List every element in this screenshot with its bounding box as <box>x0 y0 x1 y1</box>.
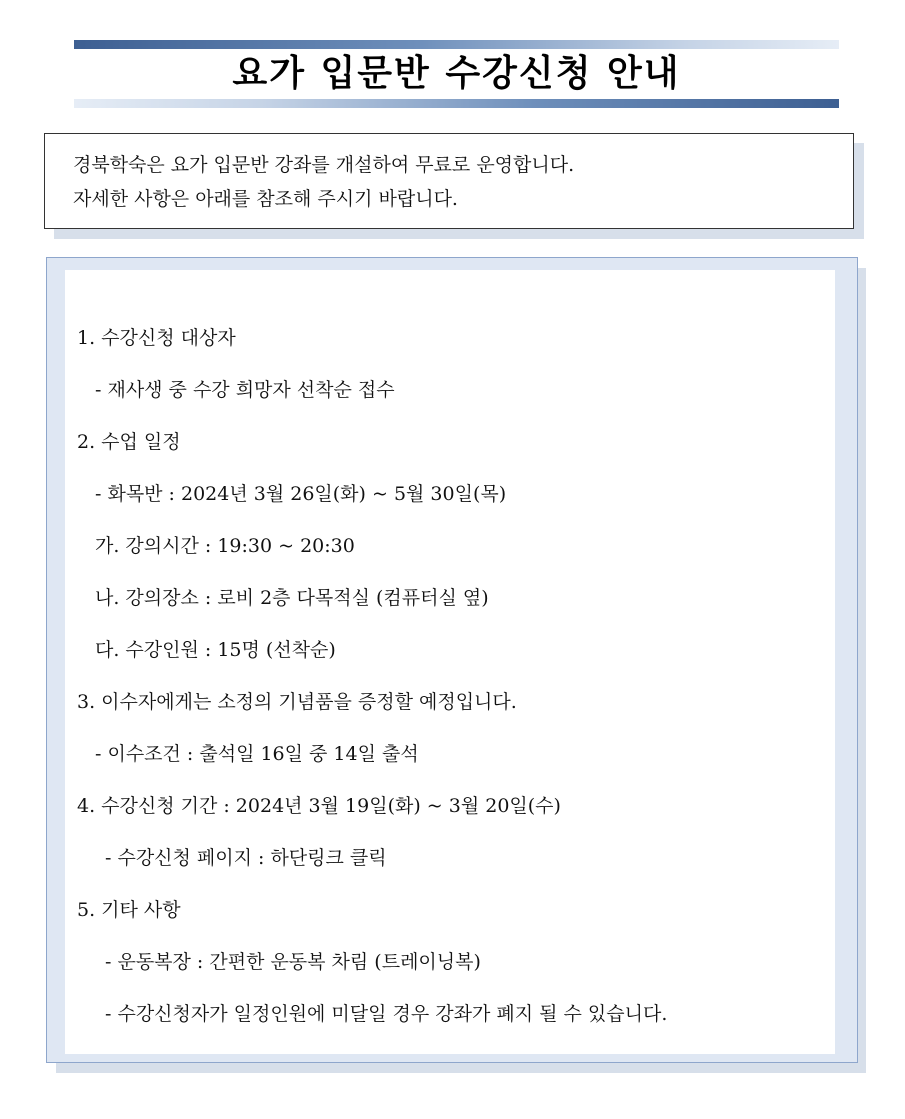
title-bar-top <box>74 40 839 49</box>
intro-line-1: 경북학숙은 요가 입문반 강좌를 개설하여 무료로 운영합니다. <box>73 154 575 176</box>
intro-line-2: 자세한 사항은 아래를 참조해 주시기 바랍니다. <box>73 188 458 210</box>
title-banner <box>74 40 839 108</box>
list-item: - 이수조건 : 출석일 16일 중 14일 출석 <box>95 743 419 765</box>
content-box <box>46 257 858 1063</box>
list-item: - 운동복장 : 간편한 운동복 차림 (트레이닝복) <box>105 951 481 973</box>
list-item: - 수강신청자가 일정인원에 미달일 경우 강좌가 폐지 될 수 있습니다. <box>105 1003 668 1025</box>
list-item: 1. 수강신청 대상자 <box>77 327 236 349</box>
list-item: 나. 강의장소 : 로비 2층 다목적실 (컴퓨터실 옆) <box>95 587 489 609</box>
page-title: 요가 입문반 수강신청 안내 <box>232 53 681 94</box>
list-item: - 수강신청 페이지 : 하단링크 클릭 <box>105 847 387 869</box>
list-item: 가. 강의시간 : 19:30 ~ 20:30 <box>95 535 355 557</box>
list-item: 2. 수업 일정 <box>77 431 181 453</box>
list-item: - 화목반 : 2024년 3월 26일(화) ~ 5월 30일(목) <box>95 483 507 505</box>
intro-box <box>44 133 854 229</box>
content-panel <box>65 270 835 1054</box>
list-item: 4. 수강신청 기간 : 2024년 3월 19일(화) ~ 3월 20일(수) <box>77 795 561 817</box>
list-item: - 재사생 중 수강 희망자 선착순 접수 <box>95 379 395 401</box>
notice-list <box>77 312 827 1040</box>
title-bar-bottom <box>74 99 839 108</box>
list-item: 다. 수강인원 : 15명 (선착순) <box>95 639 336 661</box>
list-item: 5. 기타 사항 <box>77 899 181 921</box>
list-item: 3. 이수자에게는 소정의 기념품을 증정할 예정입니다. <box>77 691 517 713</box>
